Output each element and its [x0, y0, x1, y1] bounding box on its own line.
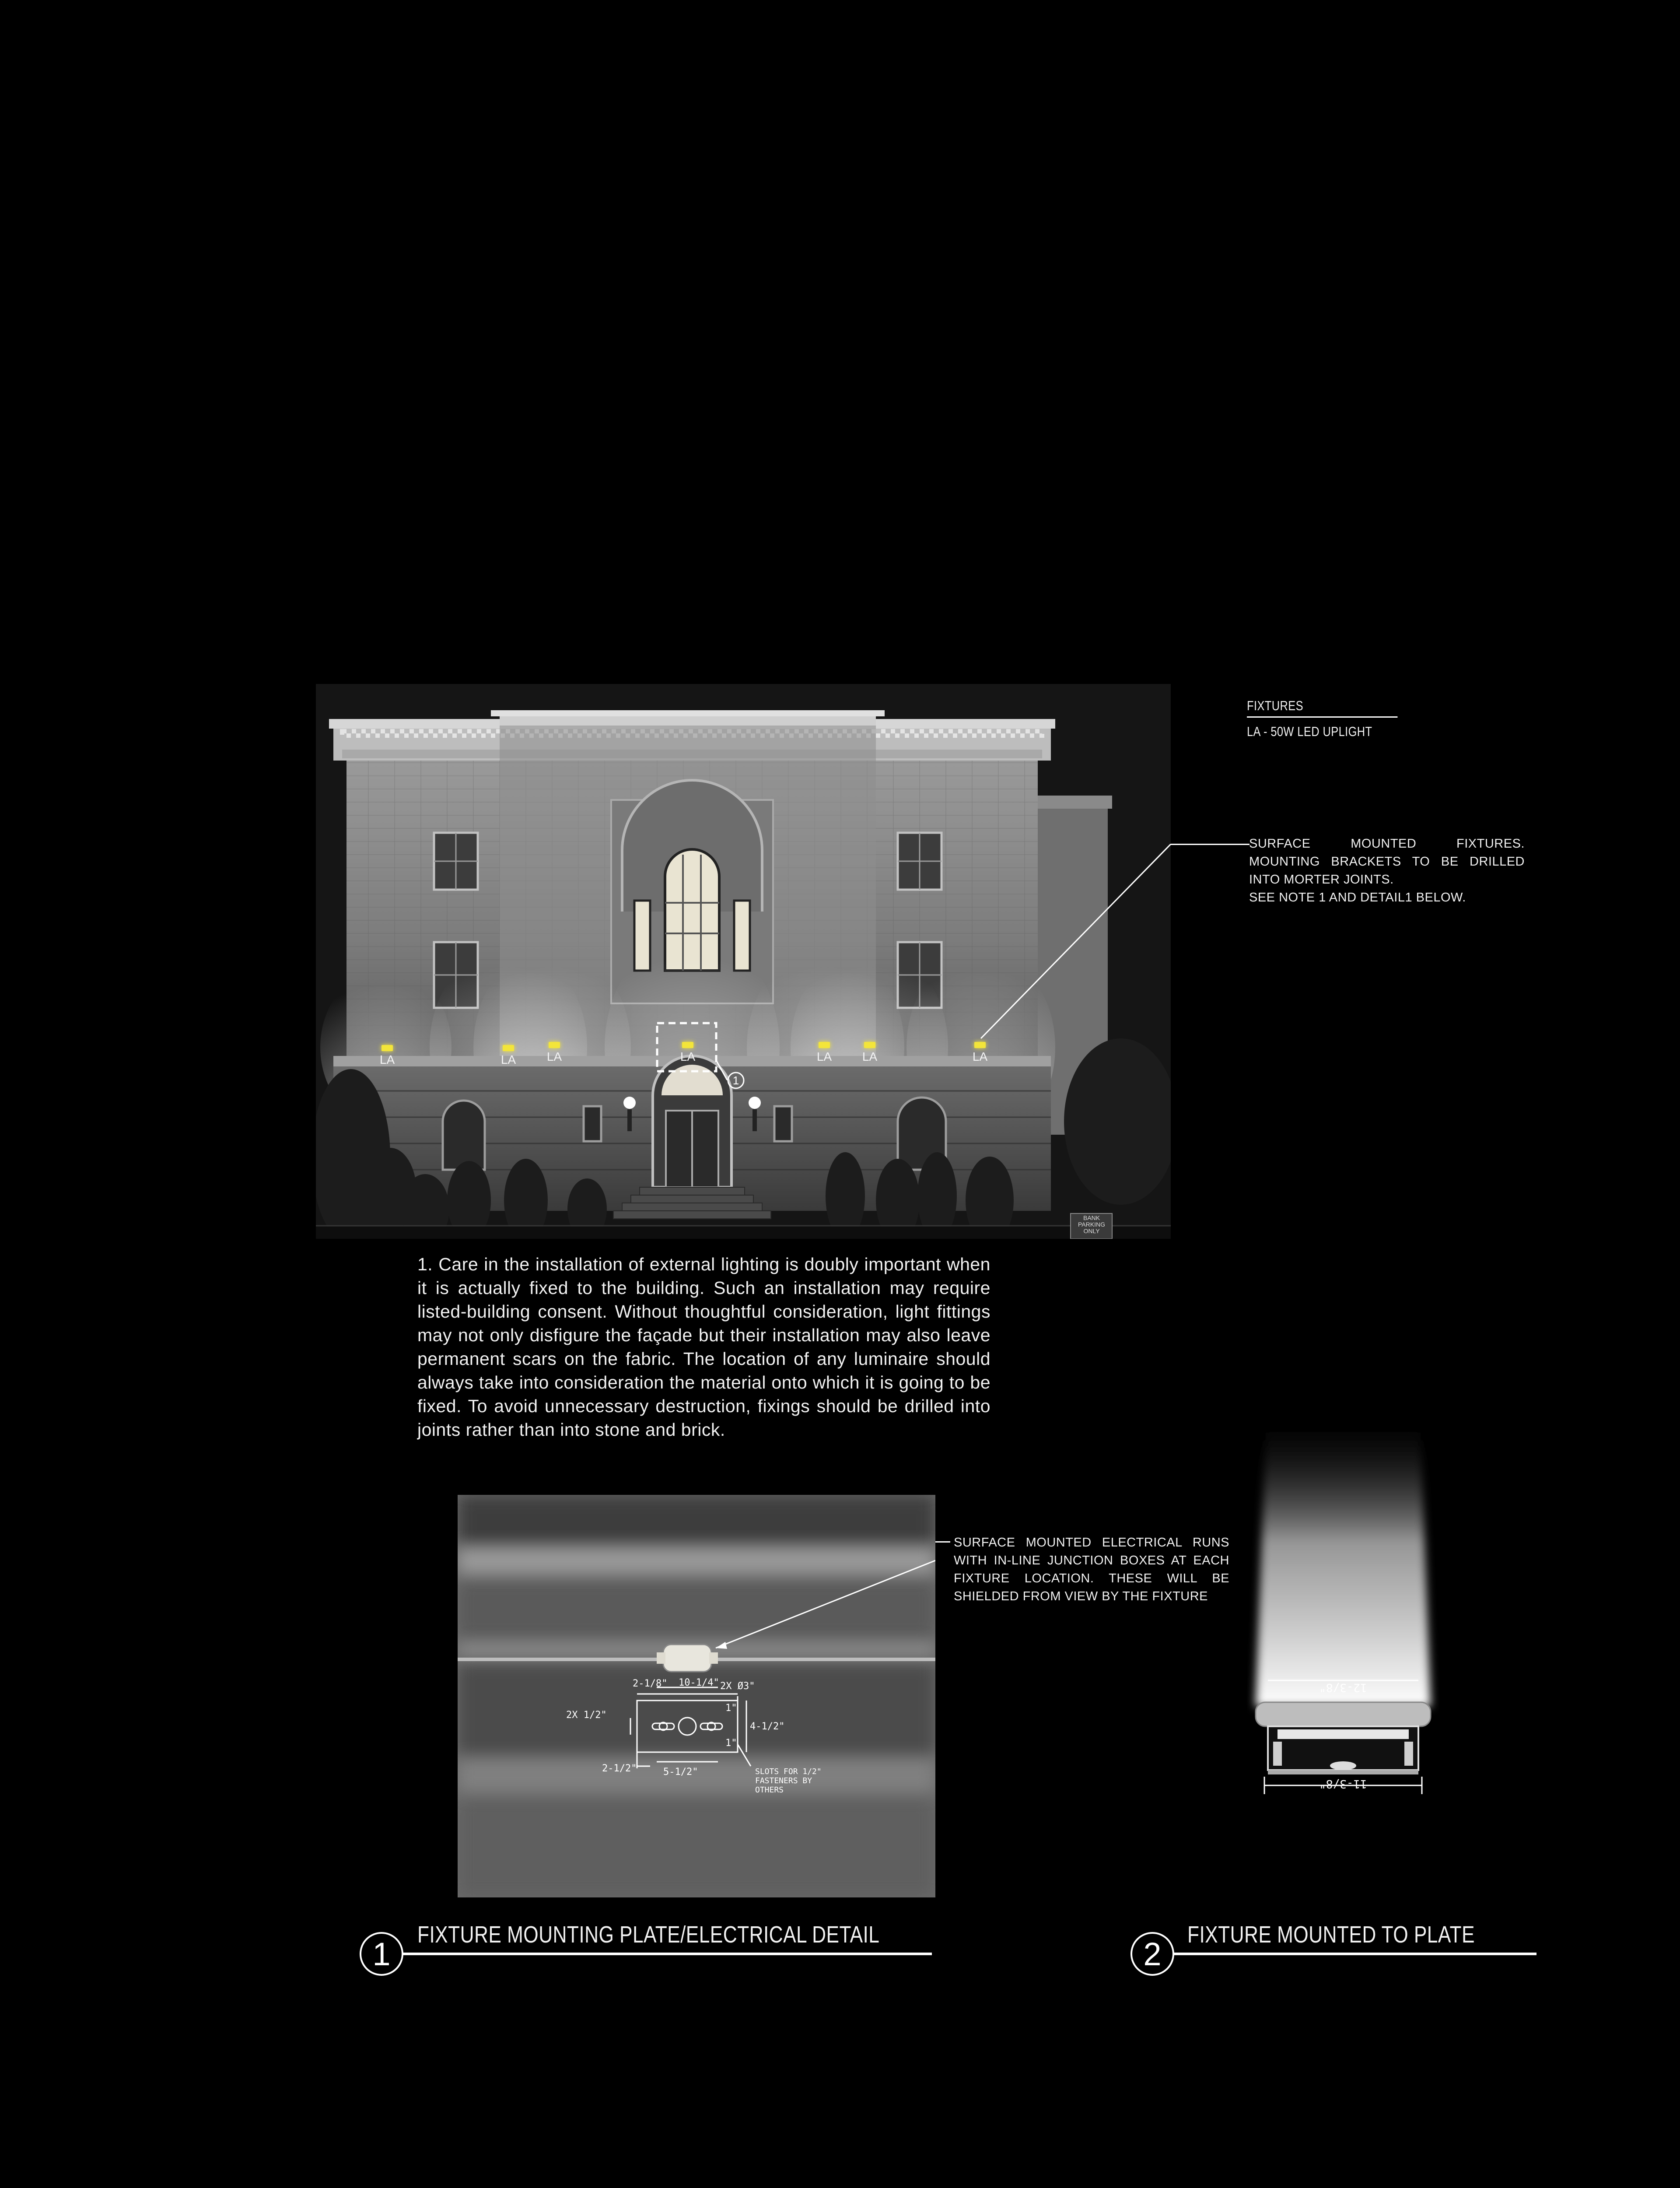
detail-1-underline [402, 1953, 932, 1955]
dim-top: 10-1/4" [679, 1677, 719, 1688]
fixture-lamp-icon [864, 1042, 875, 1048]
detail-1-number: 1 [360, 1932, 403, 1976]
installation-note: 1. Care in the installation of external lighting is doubly important when it is actually fixed to the building. Such an installation may require listed-building consent. Without thoughtful consideration, light fittings may not only disfigure the façade but their installation may also leave permanent scars on the fabric. The location of any luminaire should always take into consideration the material onto which it is going to be fixed. To avoid unnecessary destruction, fixings should be drilled into joints rather than into stone and brick. [417, 1254, 990, 1440]
fixture-label: LA [862, 1050, 878, 1063]
fixture-label: LA [379, 1053, 395, 1066]
facade-callout-text [1249, 835, 1525, 907]
fixture-lamp-icon [682, 1042, 693, 1048]
legend-item: LA - 50W LED UPLIGHT [1247, 724, 1372, 739]
mounting-plate-photo [458, 1495, 935, 1897]
dim-hole: 2X Ø3" [720, 1681, 755, 1692]
fixture-lamp-icon [819, 1042, 830, 1048]
dim-left: 2X 1/2" [566, 1710, 607, 1721]
fixture-housing [1256, 1702, 1431, 1726]
fixtures-legend [1247, 698, 1405, 740]
detail-1-title: FIXTURE MOUNTING PLATE/ELECTRICAL DETAIL [417, 1922, 880, 1948]
fixture-la-3 [541, 1042, 567, 1064]
fixture-beam-illustration [1247, 1400, 1439, 1829]
facade-callout-ref: SEE NOTE 1 AND DETAIL1 BELOW. [1249, 891, 1466, 905]
fixture-label: LA [680, 1050, 696, 1063]
fixture-la-6 [857, 1042, 883, 1064]
fixture-label: LA [546, 1050, 562, 1063]
dim-right: 4-1/2" [750, 1721, 785, 1732]
dim-slots: SLOTS FOR 1/2" FASTENERS BY OTHERS [755, 1767, 822, 1795]
facade-callout-body: SURFACE MOUNTED FIXTURES. MOUNTING BRACKETS TO BE DRILLED INTO MORTER JOINTS. [1249, 837, 1525, 887]
junction-box [663, 1645, 711, 1672]
detail-2-underline [1173, 1953, 1536, 1955]
fixture-lamp-icon [974, 1042, 986, 1048]
fixture-lamp-icon [503, 1045, 514, 1051]
dim-r1: 1" [725, 1703, 737, 1714]
legend-underline [1247, 716, 1397, 718]
facade-callout-leader-ext [1171, 844, 1250, 845]
fixture-la-2 [495, 1045, 522, 1067]
fixture-lamp-icon [549, 1042, 560, 1048]
dim-r2: 1" [725, 1738, 737, 1749]
fixture-la-4 [675, 1042, 701, 1064]
svg-text:1: 1 [732, 1074, 739, 1087]
light-beam [1256, 1409, 1431, 1707]
fixture-label: LA [972, 1050, 988, 1063]
dim-lower-left: 2-1/2" [602, 1763, 637, 1774]
detail-2-title-block [1130, 1921, 1542, 1982]
detail-2-title: FIXTURE MOUNTED TO PLATE [1187, 1922, 1475, 1948]
fixture-label: LA [816, 1050, 832, 1063]
facade-night-rendering [316, 684, 1171, 1239]
fixture-label: LA [500, 1053, 516, 1066]
fixture-la-7 [967, 1042, 993, 1064]
plate-callout-text: SURFACE MOUNTED ELECTRICAL RUNS WITH IN-LINE JUNCTION BOXES AT EACH FIXTURE LOCATION. THESE WILL BE SHIELDED FROM VIEW BY THE FIXTURE [954, 1536, 1229, 1603]
plate-illustration [458, 1495, 935, 1897]
plate-callout-leader-ext [935, 1541, 950, 1543]
detail-2-number: 2 [1130, 1932, 1174, 1976]
fixture-la-1 [374, 1045, 400, 1067]
dim-upper: 2-1/8" [633, 1678, 668, 1689]
detail-1-title-block [360, 1921, 1012, 1982]
dim-bottom: 5-1/2" [663, 1767, 698, 1778]
fixture-mounted-drawing [1247, 1400, 1439, 1829]
fixture-lamp-icon [382, 1045, 393, 1051]
bank-parking-sign: BANK PARKING ONLY [1078, 1214, 1105, 1234]
facade-illustration [316, 684, 1171, 1239]
legend-heading: FIXTURES [1247, 698, 1303, 713]
fixture-dim-bottom: 11-3/8" [1319, 1777, 1367, 1790]
fixture-la-5 [811, 1042, 837, 1064]
fixture-dim-top: 12-3/8" [1319, 1681, 1367, 1694]
